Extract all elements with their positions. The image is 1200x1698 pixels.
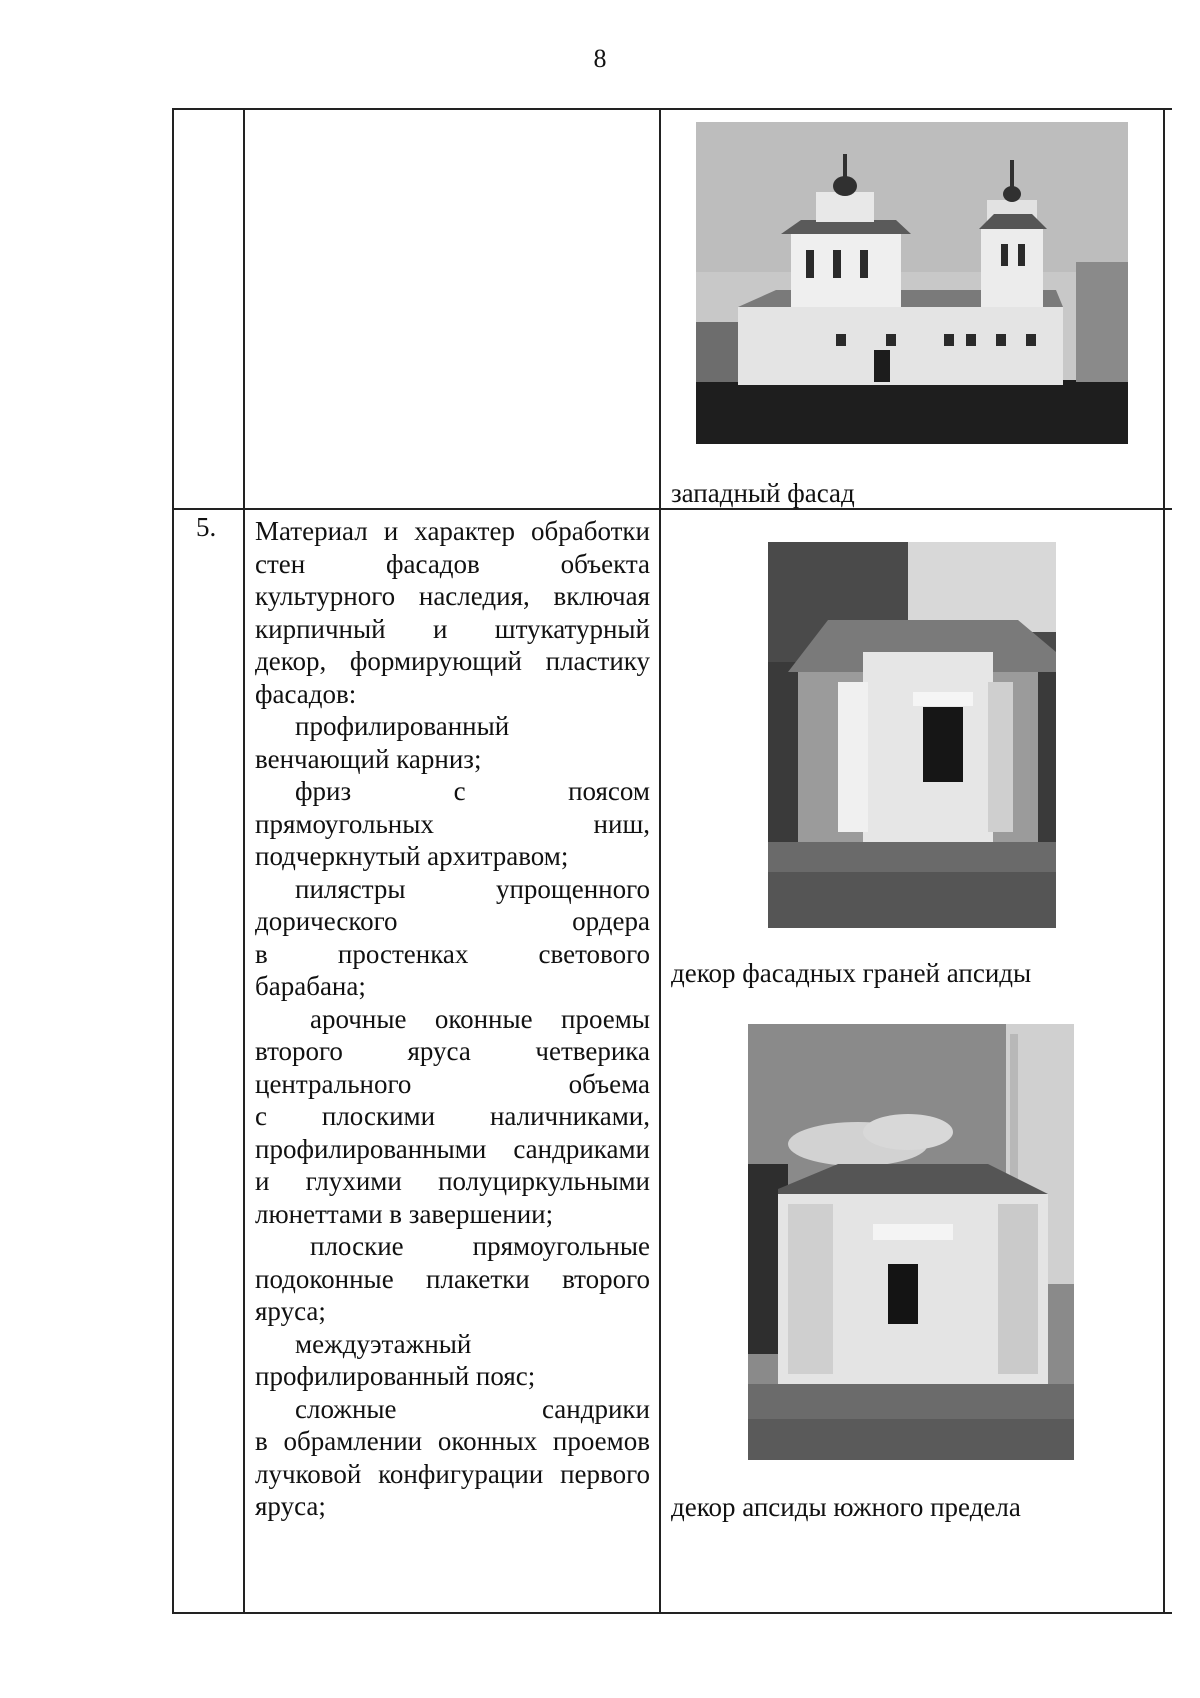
- photo-south-apse: [748, 1024, 1074, 1460]
- item-line: профилированный: [295, 711, 510, 741]
- item-line: плоские прямоугольные: [310, 1231, 650, 1261]
- photo-west-facade: [696, 122, 1128, 444]
- intro-line: культурного наследия, включая: [255, 581, 650, 611]
- item-line: фриз с поясом: [295, 776, 650, 806]
- caption-west-facade: западный фасад: [671, 478, 855, 508]
- item-line: сложные сандрики: [295, 1393, 650, 1424]
- item-line: лучковой конфигурации первого: [255, 1458, 650, 1489]
- item-line: барабана;: [255, 971, 366, 1001]
- table-border-top: [172, 108, 1172, 110]
- item-line: люнеттами в завершении;: [255, 1198, 554, 1229]
- item-line: прямоугольных ниш,: [255, 808, 650, 839]
- intro-line: фасадов:: [255, 678, 357, 709]
- item-line: профилированными сандриками: [255, 1133, 650, 1164]
- item-line: яруса;: [255, 1491, 326, 1521]
- item-line: пилястры упрощенного: [295, 873, 650, 904]
- table-column-divider-1: [243, 108, 245, 1614]
- item-line: подчеркнутый архитравом;: [255, 841, 569, 871]
- table-border-bottom: [172, 1612, 1172, 1614]
- intro-line: декор, формирующий пластику: [255, 646, 650, 676]
- item-line: междуэтажный: [295, 1328, 472, 1359]
- item-line: профилированный пояс;: [255, 1361, 536, 1391]
- row-description: [255, 515, 650, 1523]
- item-line: венчающий карниз;: [255, 743, 482, 774]
- item-line: с плоскими наличниками,: [255, 1101, 650, 1131]
- caption-south-apse: декор апсиды южного предела: [671, 1492, 1021, 1522]
- item-line: дорического ордера: [255, 906, 650, 936]
- caption-apse-facets: декор фасадных граней апсиды: [671, 958, 1032, 988]
- table-border-right: [1163, 108, 1165, 1614]
- item-line: в простенках светового: [255, 938, 650, 969]
- intro-line: Материал и характер обработки: [255, 516, 650, 546]
- item-line: центрального объема: [255, 1068, 650, 1099]
- item-line: подоконные плакетки второго: [255, 1263, 650, 1294]
- item-line: и глухими полуциркульными: [255, 1166, 650, 1196]
- page-number: 8: [593, 44, 607, 73]
- intro-line: кирпичный и штукатурный: [255, 613, 650, 644]
- item-line: арочные оконные проемы: [310, 1003, 650, 1034]
- intro-line: стен фасадов объекта: [255, 548, 650, 579]
- row-number: 5.: [196, 512, 217, 542]
- item-line: яруса;: [255, 1296, 326, 1326]
- photo-apse-facets: [768, 542, 1056, 928]
- table-column-divider-2: [659, 108, 661, 1614]
- item-line: в обрамлении оконных проемов: [255, 1426, 650, 1456]
- table-border-left: [172, 108, 174, 1614]
- item-line: второго яруса четверика: [255, 1036, 650, 1066]
